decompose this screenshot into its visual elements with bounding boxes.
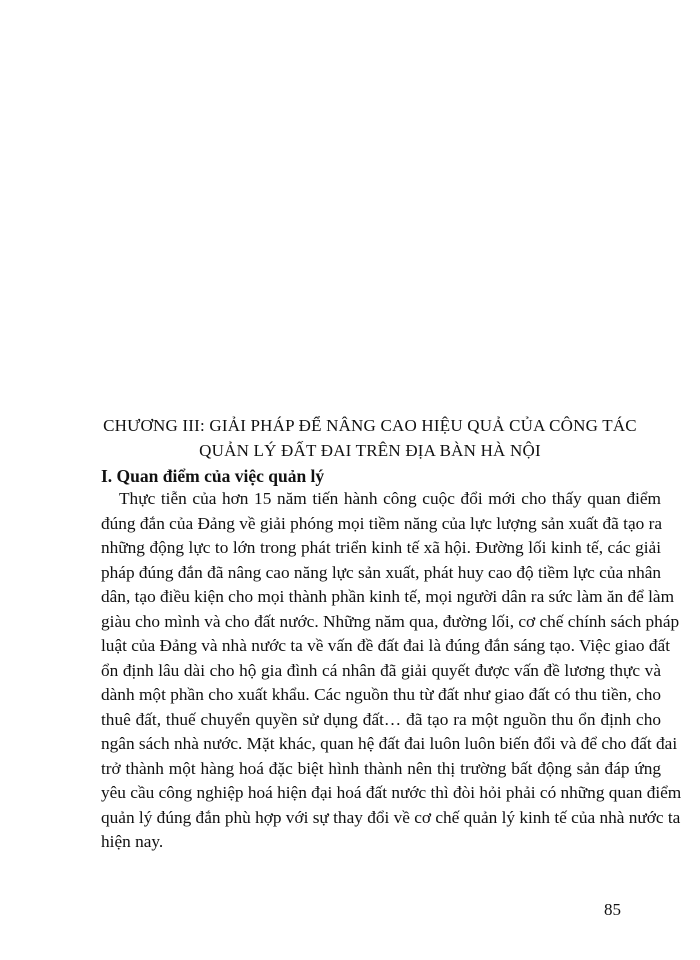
page-number: 85	[604, 900, 621, 919]
paragraph-line: giàu cho mình và cho đất nước. Những năm qua, đường lối, cơ chế chính sách pháp	[101, 611, 680, 631]
paragraph-line: hiện nay.	[101, 832, 164, 851]
paragraph-line: yêu cầu công nghiệp hoá hiện đại hoá đất nước thì đòi hỏi phải có những quan điểm	[101, 783, 682, 802]
chapter-title-line-2: QUẢN LÝ ĐẤT ĐAI TRÊN ĐỊA BÀN HÀ NỘI	[199, 441, 541, 460]
section-heading: I. Quan điểm của việc quản lý	[101, 466, 325, 486]
chapter-title	[80, 413, 660, 463]
paragraph-line: dành một phần cho xuất khẩu. Các nguồn thu từ đất như giao đất có thu tiền, cho	[101, 685, 661, 704]
body-paragraph	[101, 487, 682, 855]
paragraph-line: thuê đất, thuế chuyển quyền sử dụng đất… đã tạo ra một nguồn thu ổn định cho	[101, 709, 661, 729]
paragraph-line: ngân sách nhà nước. Mặt khác, quan hệ đất đai luôn luôn biến đổi và để cho đất đai	[101, 734, 678, 753]
paragraph-line: trở thành một hàng hoá đặc biệt hình thành nên thị trường bất động sản đáp ứng	[101, 758, 661, 778]
paragraph-line: ổn định lâu dài cho hộ gia đình cá nhân đã giải quyết được vấn đề lương thực và	[101, 660, 661, 680]
paragraph-line: Thực tiễn của hơn 15 năm tiến hành công cuộc đổi mới cho thấy quan điểm	[119, 489, 661, 508]
paragraph-line: những động lực to lớn trong phát triển kinh tế xã hội. Đường lối kinh tế, các giải	[101, 538, 661, 557]
paragraph-line: đúng đắn của Đảng về giải phóng mọi tiềm năng của lực lượng sản xuất đã tạo ra	[101, 513, 663, 533]
paragraph-line: luật của Đảng và nhà nước ta về vấn đề đất đai là đúng đắn sáng tạo. Việc giao đất	[101, 636, 670, 655]
chapter-title-line-1: CHƯƠNG III: GIẢI PHÁP ĐỂ NÂNG CAO HIỆU QUẢ CỦA CÔNG TÁC	[103, 416, 637, 435]
paragraph-line: pháp đúng đắn đã nâng cao năng lực sản xuất, phát huy cao độ tiềm lực của nhân	[101, 562, 662, 582]
paragraph-line: dân, tạo điều kiện cho mọi thành phần kinh tế, mọi người dân ra sức làm ăn để làm	[101, 587, 675, 606]
paragraph-line: quản lý đúng đắn phù hợp với sự thay đổi về cơ chế quản lý kinh tế của nhà nước ta	[101, 807, 681, 827]
